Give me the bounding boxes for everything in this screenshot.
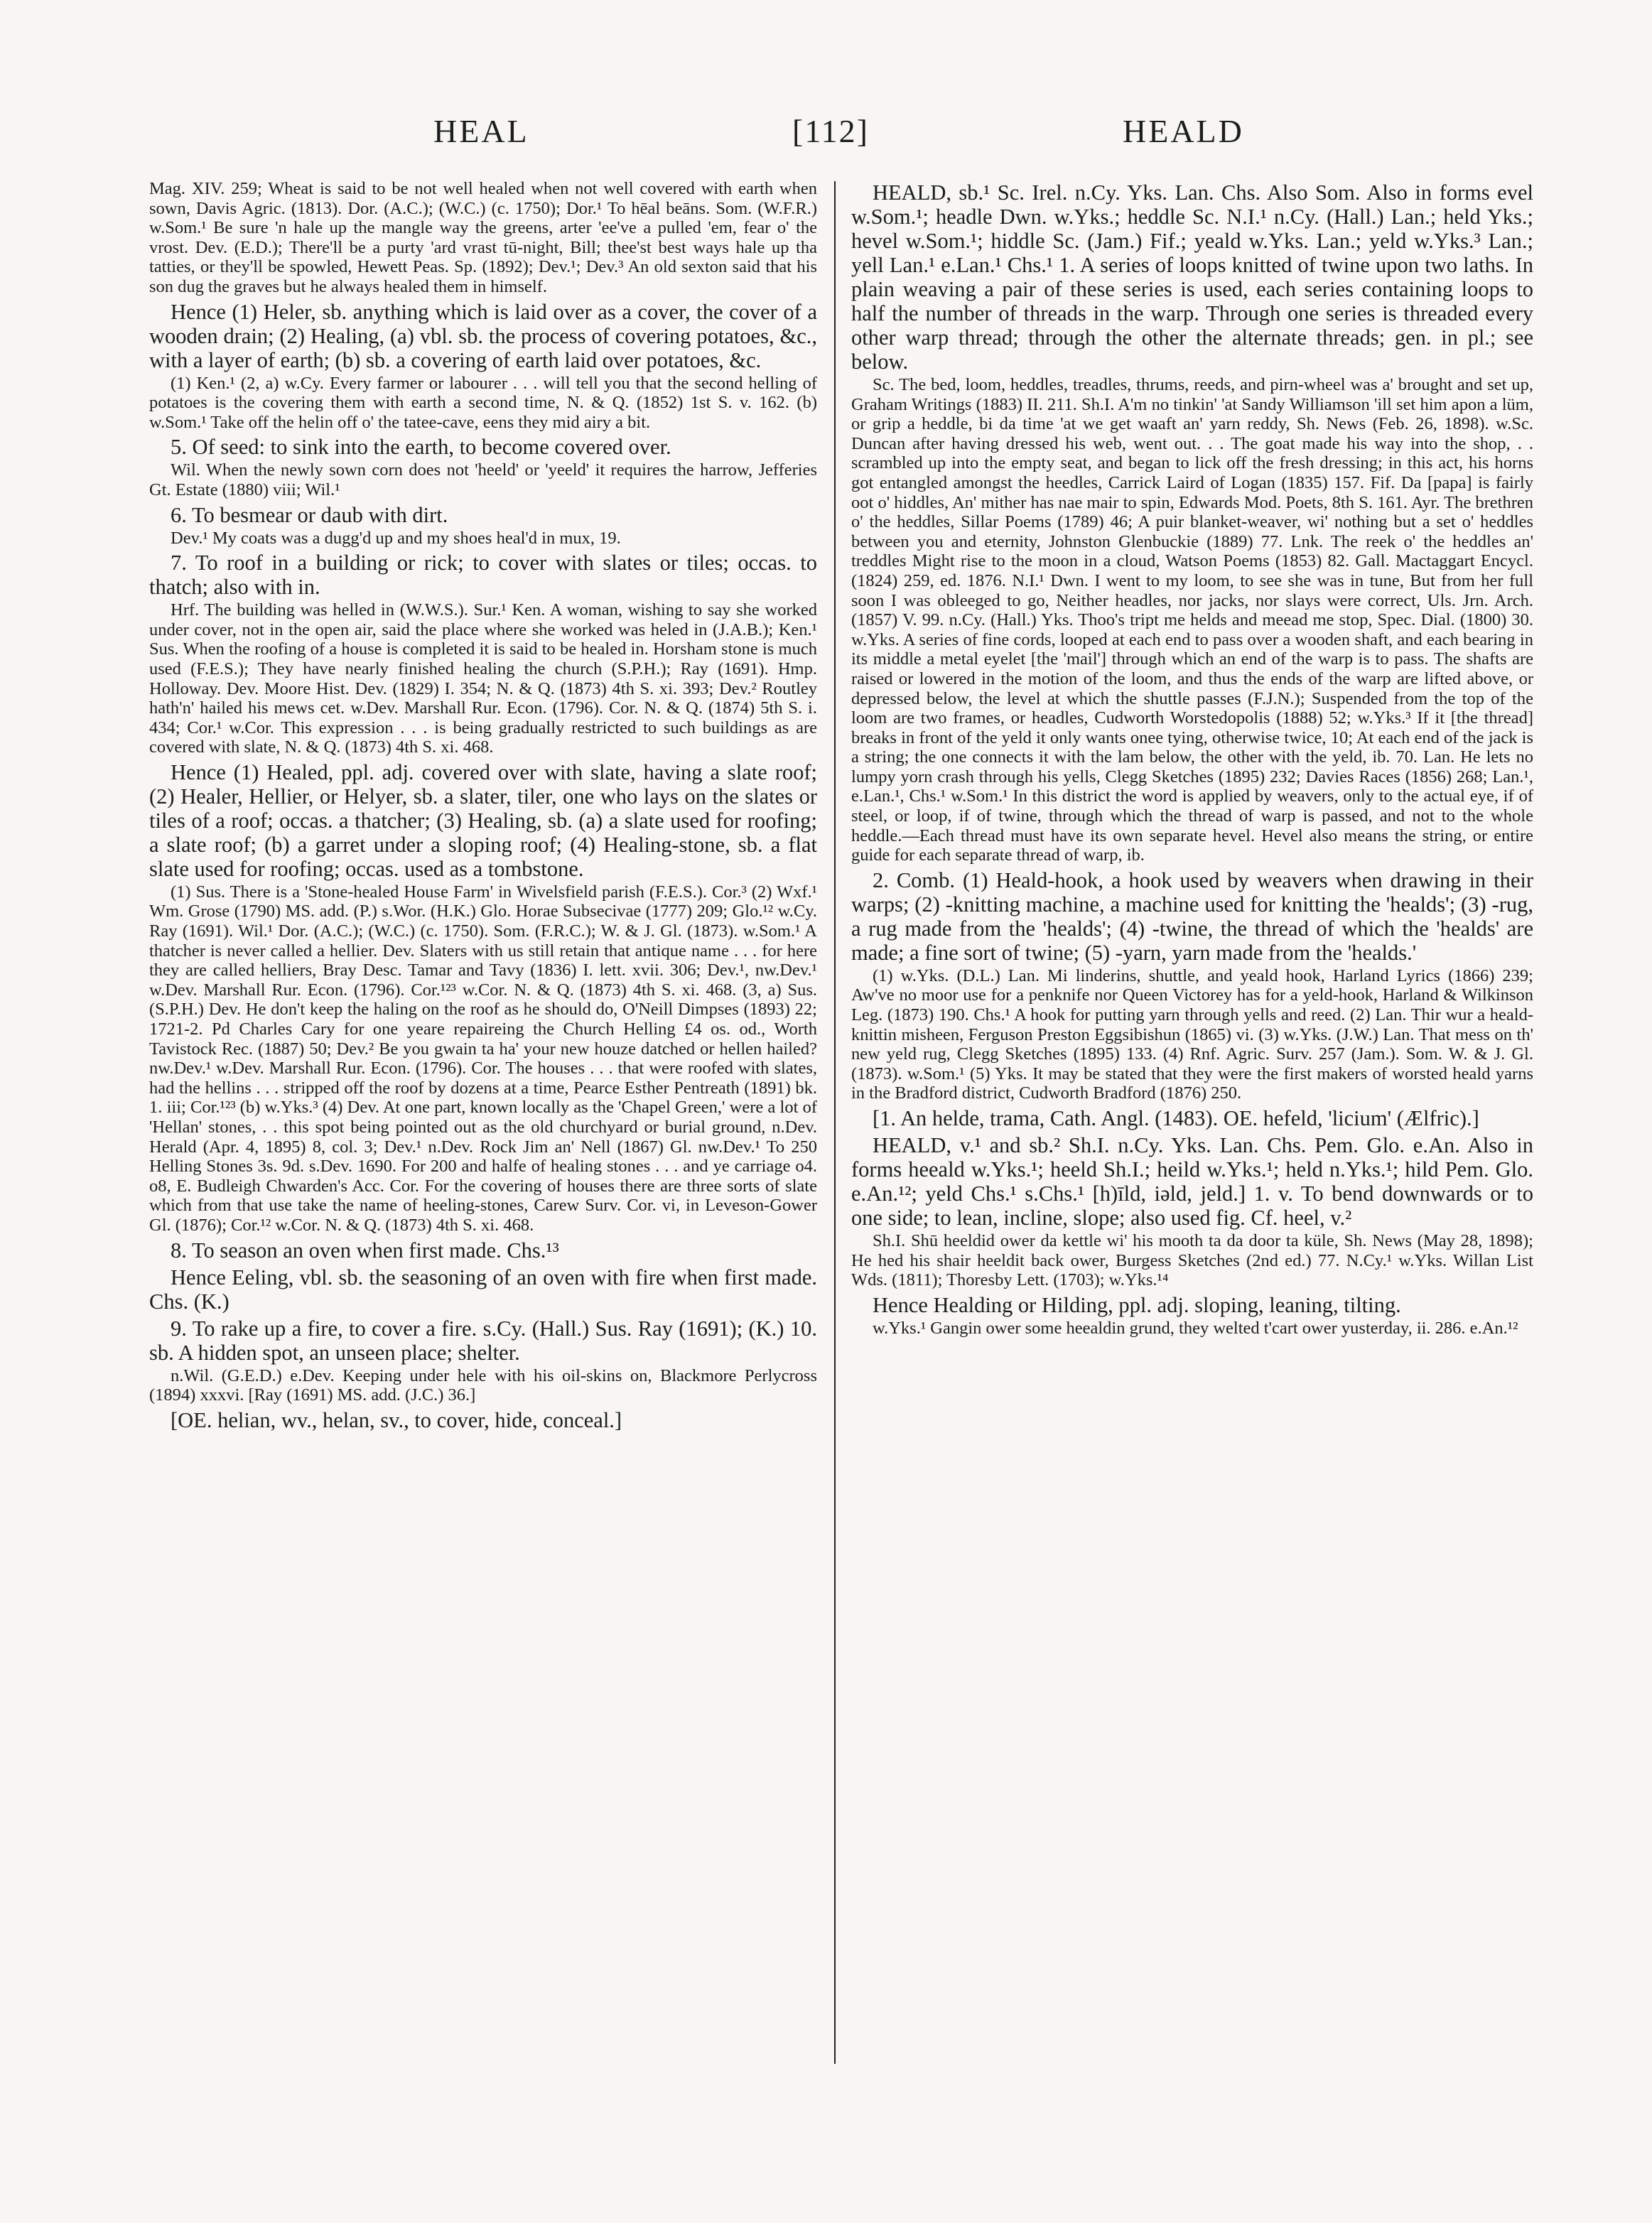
- left-paragraph: 6. To besmear or daub with dirt.: [171, 502, 448, 527]
- left-paragraph: 7. To roof in a building or rick; to cover with slates or tiles; occas. to thatch; also with in.: [149, 551, 817, 600]
- left-paragraph: [OE. helian, wv., helan, sv., to cover, hide, conceal.]: [171, 1407, 622, 1432]
- right-paragraph: (1) w.Yks. (D.L.) Lan. Mi linderins, shuttle, and yeald hook, Harland Lyrics (1866) 239; Aw've no moor use for a penknife nor Queen Victorey has for a yeld-hook, Harland & Wilkinson Leg. (1873) 190. Chs.¹ A hook for putting yarn through yells and reed. (2) Lan. Thir wur a heald-knittin misheen, Ferguson Preston Eggsibishun (1865) vi. (3) w.Yks. (J.W.) Lan. That mess on th' new yeld rug, Clegg Sketches (1895) 133. (4) Rnf. Agric. Surv. 257 (Jam.). Som. W. & J. Gl. (1873). w.Som.¹ (5) Yks. It may be stated that they were the first makers of worsted heald yarns in the Bradford district, Cudworth Bradford (1876) 250.: [851, 966, 1533, 1103]
- running-head-right-word: HEALD: [1123, 113, 1244, 149]
- running-head: [149, 112, 1549, 162]
- left-paragraph: Wil. When the newly sown corn does not 'heeld' or 'yeeld' it requires the harrow, Jefferies Gt. Estate (1880) viii; Wil.¹: [149, 460, 817, 499]
- right-paragraph: Sc. The bed, loom, heddles, treadles, thrums, reeds, and pirn-wheel was a' brought and set up, Graham Writings (1883) II. 211. Sh.I. A'm no tinkin' 'at Sandy Williamson 'ill set him apon a lüm, or grip a heddle, bi da time 'at we get waaft an' yarn reddy, Sh. News (Feb. 26, 1898). w.Sc. Duncan after having dressed his web, went out. . . The goat made his way into the shop, . . scrambled up into the empty seat, and began to lick off the fresh dressing; in this act, his horns got entangled amongst the heedles, Carrick Laird of Logan (1835) 157. Fif. Da [papa] is fairly oot o' hiddles, An' mither has nae mair to spin, Edwards Mod. Poets, 8th S. 161. Ayr. The brethren o' the heddles, Sillar Poems (1789) 46; A puir blanket-weaver, wi' nothing but a set o' heddles between you and eternity, Johnston Glenbuckie (1889) 77. Lnk. The reek o' the heddles an' treddles Might rise to the moon in a cloud, Watson Poems (1853) 82. Gall. Mactaggart Encycl. (1824) 259, ed. 1876. N.I.¹ Dwn. I went to my loom, to see she was in tune, But from her full soon I was obleeged to go, Neither headles, nor jacks, nor slays were correct, Uls. Jrn. Arch. (1857) V. 99. n.Cy. (Hall.) Yks. Thoo's tript me helds and meead me stop, Spec. Dial. (1800) 30. w.Yks. A series of fine cords, looped at each end to pass over a wooden shaft, and each bearing in its middle a metal eyelet [the 'mail'] through which an end of the warp is to pass. The shafts are raised or lowered in the motion of the loom, and thus the ends of the warp are lifted above, or depressed below, the level at which the shuttle passes (F.J.N.); Suspended from the top of the loom are two frames, or headles, Cudworth Worstedopolis (1888) 52; w.Yks.³ If it [the thread] breaks in front of the yeld it only wants onee tying, otherwise twice, 10; At each end of the jack is a string; the one connects it with the lam below, the other with the yeld, ib. 70. Lan. He lets no lumpy yorn crash through his yells, Clegg Sketches (1895) 232; Davies Races (1856) 268; Lan.¹, e.Lan.¹, Chs.¹ w.Som.¹ In this district the word is applied by weavers, only to the actual eye, if of steel, or loop, if of twine, through which the thread of warp is passed, and not to the whole heddle.—Each thread must have its own separate hevel. Hevel also means the string, or entire guide for each separate thread of warp, ib.: [851, 375, 1533, 865]
- left-paragraph: (1) Sus. There is a 'Stone-healed House Farm' in Wivelsfield parish (F.E.S.). Cor.³ (2) Wxf.¹ Wm. Grose (1790) MS. add. (P.) s.Wor. (H.K.) Glo. Horae Subsecivae (1777) 209; Glo.¹² w.Cy. Ray (1691). Wil.¹ Dor. (A.C.); (W.C.) (c. 1750). Som. (F.R.C.); W. & J. Gl. (1873). w.Som.¹ A thatcher is never called a hellier. Dev. Slaters with us still retain that antique name . . . for here they are called helliers, Bray Desc. Tamar and Tavy (1836) I. lett. xvii. 306; Dev.¹, nw.Dev.¹ w.Dev. Marshall Rur. Econ. (1796). Cor.¹²³ w.Cor. N. & Q. (1873) 4th S. xi. 468. (3, a) Sus. (S.P.H.) Dev. He don't keep the haling on the roof as he should do, O'Neill Dimpses (1893) 22; 1721-2. Pd Charles Cary for one yeare repaireing the Church Helling £4 os. od., Worth Tavistock Rec. (1887) 50; Dev.² Be you gwain ta ha' your new houze datched or hellen hailed? nw.Dev.¹ w.Dev. Marshall Rur. Econ. (1796). Cor. The houses . . . that were roofed with slates, had the hellins . . . stripped off the roof by dozens at a time, Pearce Esther Pentreath (1891) bk. 1. iii; Cor.¹²³ (b) w.Yks.³ (4) Dev. At one part, known locally as the 'Chapel Green,' were a lot of 'Hellan' stones, . . this spot being pointed out as the old churchyard or burial ground, n.Dev. Herald (Apr. 4, 1895) 8, col. 3; Dev.¹ n.Dev. Rock Jim an' Nell (1867) Gl. nw.Dev.¹ To 250 Helling Stones 3s. 9d. s.Dev. 1690. For 200 and halfe of healing stones . . . and ye carriage o4. o8, E. Budleigh Chwarden's Acc. Cor. For the covering of houses there are three sorts of slate which from that use take the name of heeling-stones, Carew Surv. Cor. vi, in Leveson-Gower Gl. (1876); Cor.¹² w.Cor. N. & Q. (1873) 4th S. xi. 468.: [149, 882, 817, 1235]
- left-paragraph: (1) Ken.¹ (2, a) w.Cy. Every farmer or labourer . . . will tell you that the second helling of potatoes is the covering them with earth a second time, N. & Q. (1852) 1st S. v. 162. (b) w.Som.¹ Take off the helin off o' the tatee-cave, eens they mid airy a bit.: [149, 373, 817, 432]
- column-divider: [834, 181, 836, 2064]
- left-paragraph: Hence Eeling, vbl. sb. the seasoning of an oven with fire when first made. Chs. (K.): [149, 1265, 817, 1314]
- left-paragraph: Dev.¹ My coats was a dugg'd up and my shoes heal'd in mux, 19.: [171, 528, 621, 548]
- left-paragraph: Hence (1) Healed, ppl. adj. covered over with slate, having a slate roof; (2) Healer, Hellier, or Helyer, sb. a slater, tiler, one who lays on the slates or tiles of a roof; occas. a thatcher; (3) Healing, sb. (a) a slate used for roofing; a slate roof; (b) a garret under a sloping roof; (4) Healing-stone, sb. a flat slate used for roofing; occas. used as a tombstone.: [149, 759, 817, 881]
- right-paragraph: Sh.I. Shū heeldid ower da kettle wi' his mooth ta da door ta küle, Sh. News (May 28, 1898); He hed his shair heeldit back ower, Burgess Sketches (2nd ed.) 77. N.Cy.¹ w.Yks. Willan List Wds. (1811); Thoresby Lett. (1703); w.Yks.¹⁴: [851, 1231, 1533, 1290]
- right-column: [851, 178, 1533, 2202]
- left-column: [149, 178, 817, 2202]
- left-paragraph: Hrf. The building was helled in (W.W.S.). Sur.¹ Ken. A woman, wishing to say she worked under cover, not in the open air, said the place where she worked was heled in (J.A.B.); Ken.¹ Sus. When the roofing of a house is completed it is said to be healed in. Horsham stone is much used (F.E.S.); They have nearly finished healing the church (S.P.H.); Ray (1691). Hmp. Holloway. Dev. Moore Hist. Dev. (1829) I. 354; N. & Q. (1873) 4th S. xi. 393; Dev.² Routley hath'n' hailed his mews cet. w.Dev. Marshall Rur. Econ. (1796). Cor. N. & Q. (1874) 5th S. i. 434; Cor.¹ w.Cor. This expression . . . is being gradually restricted to such buildings as are covered with slate, N. & Q. (1873) 4th S. xi. 468.: [149, 600, 817, 757]
- page-number: [112]: [792, 113, 869, 149]
- left-paragraph: Hence (1) Heler, sb. anything which is laid over as a cover, the cover of a wooden drain; (2) Healing, (a) vbl. sb. the process of covering potatoes, &c., with a layer of earth; (b) sb. a covering of earth laid over potatoes, &c.: [149, 299, 817, 372]
- running-head-left-word: HEAL: [433, 113, 529, 149]
- left-paragraph: 9. To rake up a fire, to cover a fire. s.Cy. (Hall.) Sus. Ray (1691); (K.) 10. sb. A hidden spot, an unseen place; shelter.: [149, 1316, 817, 1365]
- right-paragraph: [1. An helde, trama, Cath. Angl. (1483). OE. hefeld, 'licium' (Ælfric).]: [873, 1106, 1479, 1130]
- left-paragraph: 8. To season an oven when first made. Chs.¹³: [171, 1238, 559, 1262]
- right-paragraph: HEALD, sb.¹ Sc. Irel. n.Cy. Yks. Lan. Chs. Also Som. Also in forms evel w.Som.¹; headle Dwn. w.Yks.; heddle Sc. N.I.¹ n.Cy. (Hall.) Lan.; held Yks.; hevel w.Som.¹; hiddle Sc. (Jam.) Fif.; yeald w.Yks. Lan.; yeld w.Yks.³ Lan.; yell Lan.¹ e.Lan.¹ Chs.¹ 1. A series of loops knitted of twine upon two laths. In plain weaving a pair of these series is used, each series containing loops to half the number of threads in the warp. Through one series is threaded every other warp thread; through the other the alternate threads; gen. in pl.; see below.: [851, 180, 1533, 374]
- left-paragraph: 5. Of seed: to sink into the earth, to become covered over.: [171, 435, 671, 460]
- right-paragraph: w.Yks.¹ Gangin ower some heealdin grund, they welted t'cart ower yusterday, ii. 286. e.An.¹²: [873, 1318, 1518, 1338]
- right-paragraph: Hence Healding or Hilding, ppl. adj. sloping, leaning, tilting.: [873, 1292, 1401, 1317]
- left-paragraph: n.Wil. (G.E.D.) e.Dev. Keeping under hele with his oil-skins on, Blackmore Perlycross (1894) xxxvi. [Ray (1691) MS. add. (J.C.) 36.]: [149, 1365, 817, 1405]
- right-paragraph: 2. Comb. (1) Heald-hook, a hook used by weavers when drawing in their warps; (2) -knitting machine, a machine used for knitting the 'healds'; (3) -rug, a rug made from the 'healds'; (4) -twine, the thread of which the 'healds' are made; a fine sort of twine; (5) -yarn, yarn made from the 'healds.': [851, 867, 1533, 965]
- left-paragraph: Mag. XIV. 259; Wheat is said to be not well healed when not well covered with earth when sown, Davis Agric. (1813). Dor. (A.C.); (W.C.) (c. 1750); Dor.¹ To hēal beāns. Som. (W.F.R.) w.Som.¹ Be sure 'n hale up the mangle way the greens, arter 'ee've a pulled 'em, fear o' the vrost. Dev. (E.D.); There'll be a purty 'ard vrast tū-night, Bill; thee'st best ways hale up tha tatties, or they'll be spowled, Hewett Peas. Sp. (1892); Dev.¹; Dev.³ An old sexton said that his son dug the graves but he always healed them in himself.: [149, 179, 817, 296]
- right-paragraph: HEALD, v.¹ and sb.² Sh.I. n.Cy. Yks. Lan. Chs. Pem. Glo. e.An. Also in forms heeald w.Yks.¹; heeld Sh.I.; heild w.Yks.¹; held n.Yks.¹; hild Pem. Glo. e.An.¹²; yeld Chs.¹ s.Chs.¹ [h)īld, iəld, jeld.] 1. v. To bend downwards or to one side; to lean, incline, slope; also used fig. Cf. heel, v.²: [851, 1133, 1533, 1230]
